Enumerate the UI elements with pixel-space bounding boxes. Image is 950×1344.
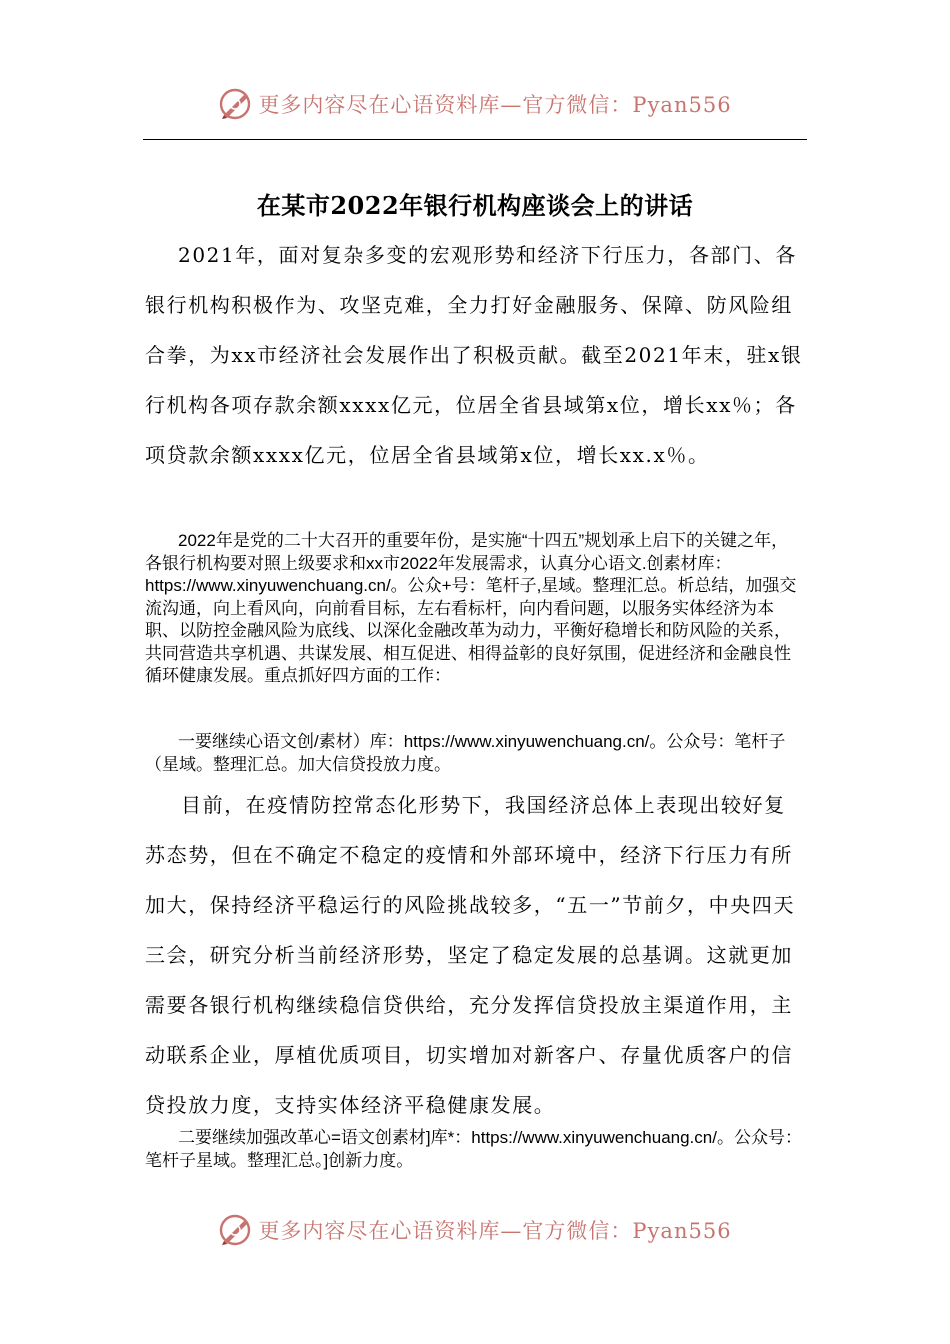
paragraph-point-two: 二要继续加强改革心=语文创素材]库*：https://www.xinyuwenchuang.cn/。公众号：笔杆子星域。整理汇总。]创新力度。: [145, 1128, 802, 1170]
document-title: 在某市2022年银行机构座谈会上的讲话: [256, 191, 694, 221]
footer-banner: [218, 1213, 731, 1247]
pen-logo-icon: [218, 1213, 252, 1247]
paragraph-point-one: 一要继续心语文创/素材）库：https://www.xinyuwenchuang.cn/。公众号：笔杆子（星域。整理汇总。加大信贷投放力度。: [145, 732, 786, 774]
header-banner-text: 更多内容尽在心语资料库—官方微信：Pyan556: [258, 93, 732, 117]
paragraph-intro: 2021年，面对复杂多变的宏观形势和经济下行压力，各部门、各银行机构积极作为、攻坚克难，全力打好金融服务、保障、防风险组合拳，为xx市经济社会发展作出了积极贡献。截至2021年末，驻x银行机构各项存款余额xxxx亿元，位居全省县域第x位，增长xx％；各项贷款余额xxxx亿元，位居全省县域第x位，增长xx.x％。: [145, 243, 803, 467]
page-header: [0, 84, 950, 124]
header-divider: [143, 139, 807, 140]
paragraph-key-year: 2022年是党的二十大召开的重要年份，是实施“十四五”规划承上启下的关键之年，各银行机构要对照上级要求和xx市2022年发展需求，认真分心语文.创素材库：https://www.xinyuwenchuang.cn/。公众+号：笔杆子,星域。整理汇总。析总结，加强交流沟通，向上看风向，向前看目标，左右看标杆，向内看问题，以服务实体经济为本职、以防控金融风险为底线、以深化金融改革为动力，平衡好稳增长和防风险的关系，共同营造共享机遇、共谋发展、相互促进、相得益彰的良好氛围，促进经济和金融良性循环健康发展。重点抓好四方面的工作：: [145, 531, 797, 685]
header-banner: [218, 87, 731, 121]
paragraph-current-situation: 目前，在疫情防控常态化形势下，我国经济总体上表现出较好复苏态势，但在不确定不稳定的疫情和外部环境中，经济下行压力有所加大，保持经济平稳运行的风险挑战较多，“五一”节前夕，中央四天三会，研究分析当前经济形势，坚定了稳定发展的总基调。这就更加需要各银行机构继续稳信贷供给，充分发挥信贷投放主渠道作用，主动联系企业，厚植优质项目，切实增加对新客户、存量优质客户的信贷投放力度，支持实体经济平稳健康发展。: [145, 793, 796, 1117]
pen-logo-icon: [218, 87, 252, 121]
footer-banner-text: 更多内容尽在心语资料库—官方微信：Pyan556: [258, 1219, 732, 1243]
page-footer: [0, 1210, 950, 1250]
